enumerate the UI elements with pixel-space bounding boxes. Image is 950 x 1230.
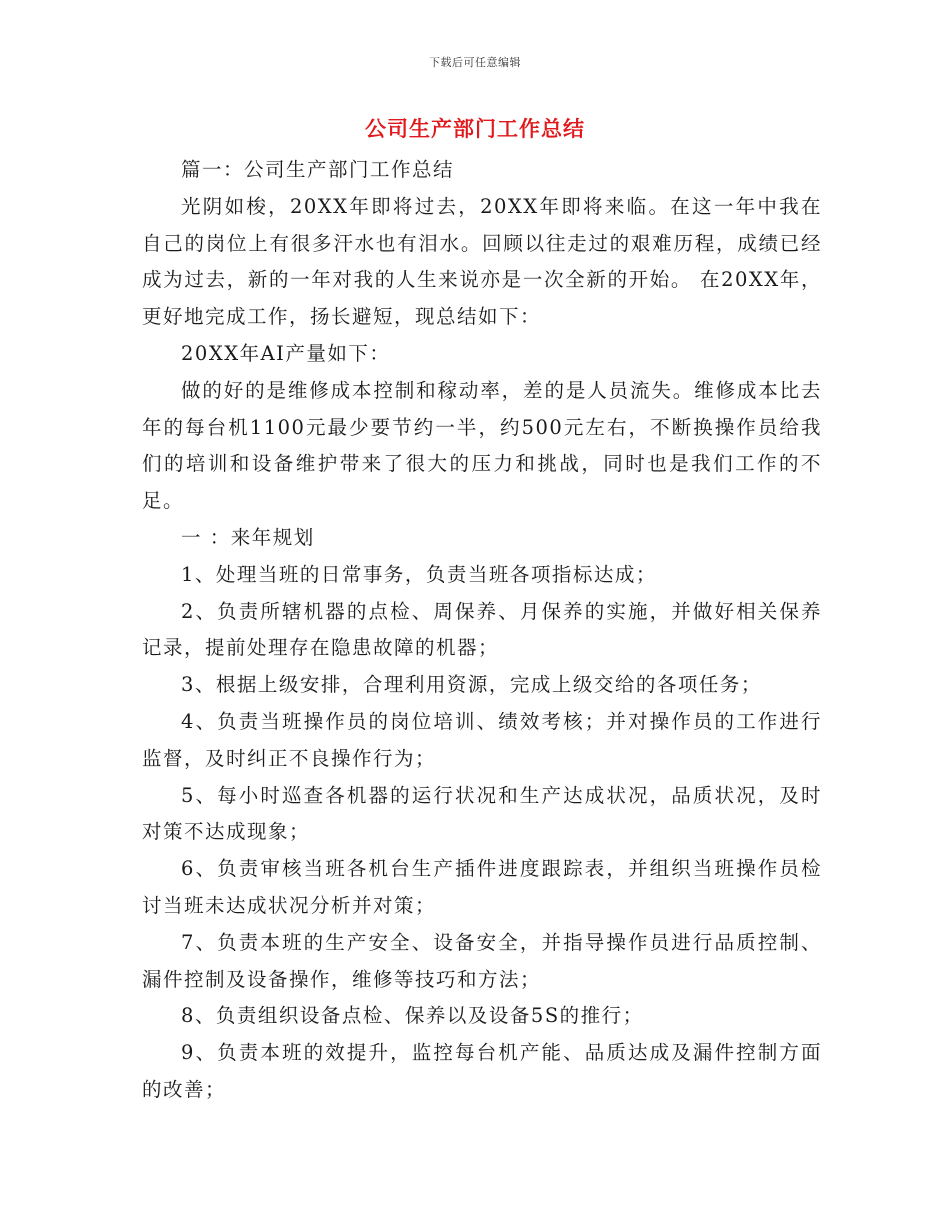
paragraph-output: 20XX年AI产量如下： [181, 341, 391, 365]
plan-item: 3、根据上级安排，合理利用资源，完成上级交给的各项任务； [181, 673, 762, 697]
plan-item: 7、负责本班的生产安全、设备安全，并指导操作员进行品质控制、漏件控制及设备操作，维修等技巧和方法； [142, 930, 822, 991]
plan-item: 1、处理当班的日常事务，负责当班各项指标达成； [181, 562, 657, 586]
plan-item: 4、负责当班操作员的岗位培训、绩效考核；并对操作员的工作进行监督，及时纠正不良操作行为； [142, 709, 822, 770]
document-body [142, 152, 822, 1109]
header-note: 下载后可任意编辑 [429, 56, 521, 69]
plan-heading: 一 ：来年规划 [181, 525, 315, 549]
plan-item: 9、负责本班的效提升，监控每台机产能、品质达成及漏件控制方面的改善； [142, 1041, 822, 1101]
document-title: 公司生产部门工作总结 [365, 116, 585, 141]
plan-item: 2、负责所辖机器的点检、周保养、月保养的实施，并做好相关保养记录，提前处理存在隐患故障的机器； [142, 599, 822, 660]
plan-item: 5、每小时巡查各机器的运行状况和生产达成状况，品质状况，及时对策不达成现象； [142, 783, 822, 844]
paragraph-intro: 光阴如梭，20XX年即将过去，20XX年即将来临。在这一年中我在自己的岗位上有很多汗水也有泪水。回顾以往走过的艰难历程，成绩已经成为过去，新的一年对我的人生来说亦是一次全新的开始。 在20XX年，更好地完成工作，扬长避短，现总结如下： [142, 194, 822, 329]
plan-item: 8、负责组织设备点检、保养以及设备5S的推行； [181, 1004, 644, 1028]
section-heading: 篇一：公司生产部门工作总结 [181, 158, 455, 181]
plan-item: 6、负责审核当班各机台生产插件进度跟踪表，并组织当班操作员检讨当班未达成状况分析并对策； [142, 857, 822, 917]
paragraph-evaluation: 做的好的是维修成本控制和稼动率，差的是人员流失。维修成本比去年的每台机1100元最少要节约一半，约500元左右，不断换操作员给我们的培训和设备维护带来了很大的压力和挑战，同时也是我们工作的不足。 [142, 378, 822, 513]
